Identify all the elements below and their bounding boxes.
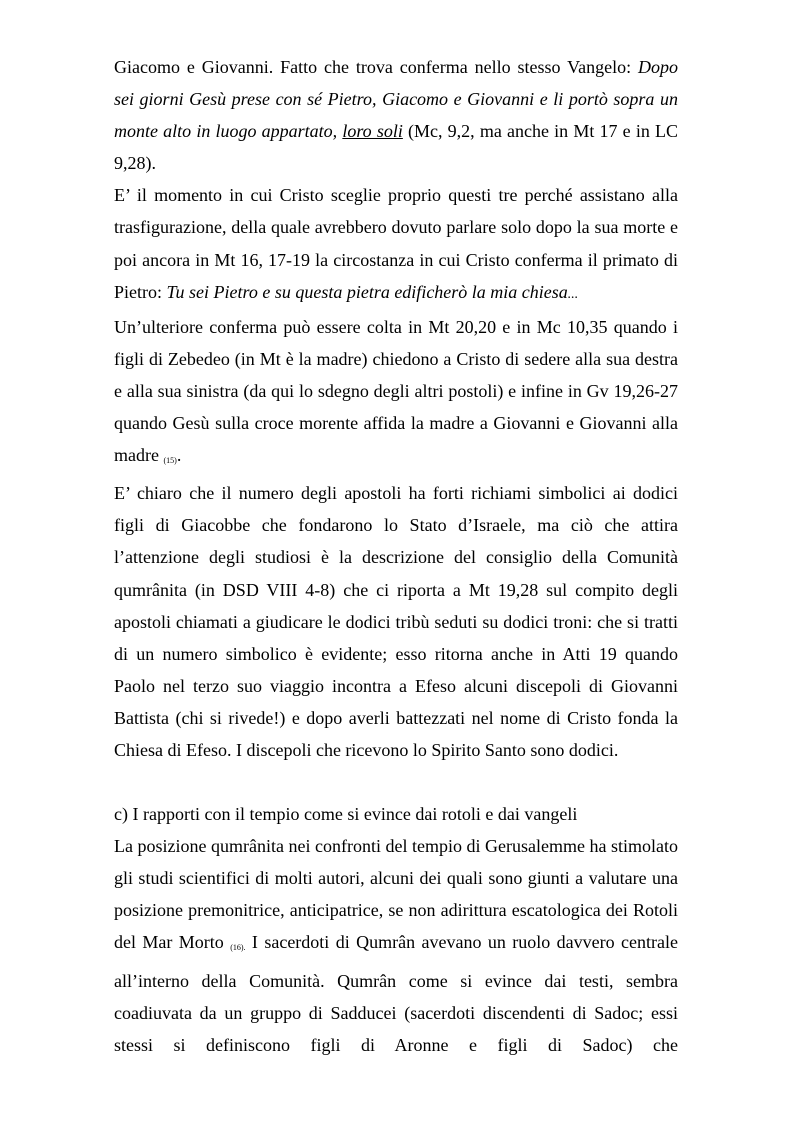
paragraph-5 <box>114 830 678 1061</box>
paragraph-5-text: La posizione qumrânita nei confronti del tempio di Gerusalemme ha stimolato gli studi scientifici di molti autori, alcuni dei quali sono giunti a valutare una posizione premonitrice, anticipatrice, se non adirittura escatologica dei Rotoli del Mar Morto <box>114 836 678 953</box>
paragraph-3-end: . <box>176 445 182 466</box>
ellipsis: ... <box>567 286 579 302</box>
gospel-quote-2: Tu sei Pietro e su questa pietra edificherò la mia chiesa <box>166 281 568 302</box>
paragraph-3 <box>114 311 678 477</box>
paragraph-2 <box>114 179 678 310</box>
document-page <box>114 51 678 1061</box>
paragraph-1-text: Giacomo e Giovanni. Fatto che trova conferma nello stesso Vangelo: <box>114 57 638 77</box>
paragraph-spacer <box>114 766 678 798</box>
paragraph-4: E’ chiaro che il numero degli apostoli ha forti richiami simbolici ai dodici figli di Giacobbe che fondarono lo Stato d’Israele, ma ciò che attira l’attenzione degli studiosi è la descrizione del consiglio della Comunità qumrânita (in DSD VIII 4-8) che ci riporta a Mt 19,28 sul compito degli apostoli chiamati a giudicare le dodici tribù seduti su dodici troni: che si tratti di un numero simbolico è evidente; esso ritorna anche in Atti 19 quando Paolo nel terzo suo viaggio incontra a Efeso alcuni discepoli di Giovanni Battista (chi si rivede!) e dopo averli battezzati nel nome di Cristo fonda la Chiesa di Efeso. I discepoli che ricevono lo Spirito Santo sono dodici. <box>114 483 678 760</box>
paragraph-3-text: Un’ulteriore conferma può essere colta in Mt 20,20 e in Mc 10,35 quando i figli di Zebedeo (in Mt è la madre) chiedono a Cristo di sedere alla sua destra e alla sua sinistra (da qui lo sdegno degli altri postoli) e infine in Gv 19,26-27 quando Gesù sulla croce morente affida la madre a Giovanni e Giovanni alla madre <box>114 316 678 466</box>
paragraph-1 <box>114 51 678 179</box>
paragraph-5-cont: I sacerdoti di Qumrân avevano un ruolo davvero centrale all’interno della Comunità. Qumrân come si evince dai testi, sembra coadiuvata da un gruppo di Sadducei (sacerdoti discendenti di Sadoc; essi stessi si definiscono figli di Aronne e figli di Sadoc) che <box>114 932 678 1055</box>
underlined-quote: loro soli <box>342 121 403 142</box>
section-heading: c) I rapporti con il tempio come si evince dai rotoli e dai vangeli <box>114 804 578 825</box>
gospel-quote: Dopo sei giorni Gesù prese con sé Pietro, Giacomo e Giovanni e li portò sopra un monte alto in luogo appartato, <box>114 57 678 142</box>
footnote-ref-16[interactable]: (16). <box>230 943 246 953</box>
footnote-ref-15[interactable]: (15) <box>163 456 177 466</box>
paragraph-1-citation: (Mc, 9,2, ma anche in Mt 17 e in LC 9,28). <box>114 121 678 174</box>
paragraph-2-text: E’ il momento in cui Cristo sceglie proprio questi tre perché assistano alla trasfigurazione, della quale avrebbero dovuto parlare solo dopo la sua morte e poi ancora in Mt 16, 17-19 la circostanza in cui Cristo conferma il primato di Pietro: <box>114 185 678 302</box>
